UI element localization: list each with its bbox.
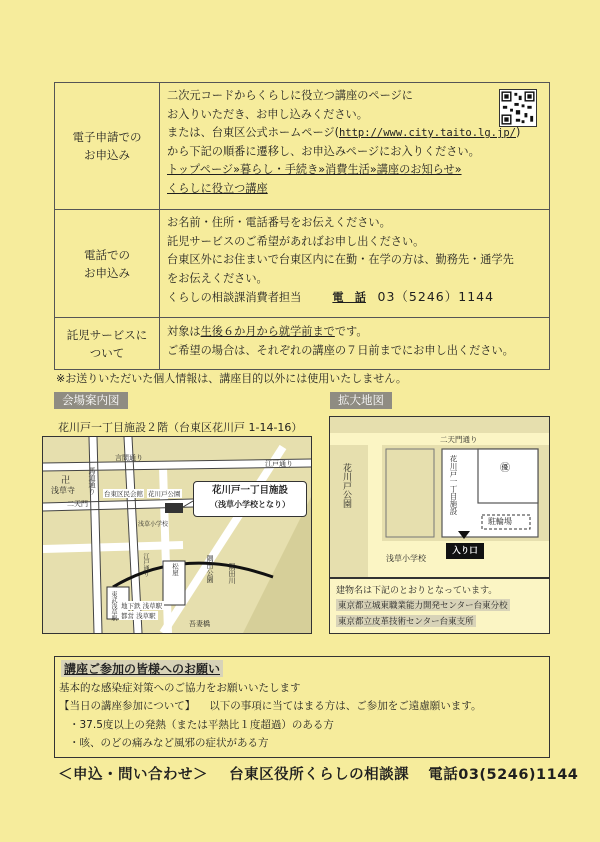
label-sumidagawa: 隅田川 — [228, 563, 236, 584]
venue-address: 花川戸一丁目施設２階（台東区花川戸 1-14-16） — [58, 421, 303, 434]
detail-map — [329, 416, 550, 578]
application-table — [54, 82, 550, 370]
footer-tel[interactable]: 電話03(5246)1144 — [428, 767, 579, 783]
venue-map-header: 会場案内図 — [54, 392, 128, 409]
childcare-line-1: 対象は生後６か月から就学前までです。 — [167, 325, 368, 338]
online-line-4: から下記の順番に遷移し、お申込みページにお入りください。 — [167, 144, 480, 158]
footer-label: ＜申込・問い合わせ＞ — [58, 767, 208, 783]
label-kuminkaikan: 台東区民会館 — [104, 490, 143, 498]
label-school: 浅草小学校 — [138, 521, 169, 528]
label-edo-street: 江戸通り — [265, 460, 293, 468]
label-umamichi: 馬道通り — [88, 467, 96, 495]
notice-line-1: 基本的な感染症対策へのご協力をお願いいたします — [59, 682, 301, 694]
notice-line-2: 【当日の講座参加について】 以下の事項に当てはまる方は、ご参加をご遠慮願います。 — [59, 700, 482, 712]
label-sumida-park: 隅田公園 — [206, 555, 214, 583]
venue-map — [42, 436, 312, 634]
footer-org: 台東区役所くらしの相談課 — [229, 767, 410, 783]
temple-icon: 卍 — [61, 476, 71, 486]
qr-code-icon[interactable] — [499, 89, 537, 127]
label-kototoi: 言問通り — [115, 454, 143, 462]
detail-map-header: 拡大地図 — [330, 392, 392, 409]
entrance-arrow-icon — [458, 531, 470, 539]
online-line-3: または、台東区公式ホームページ(http://www.city.taito.lg.jp/) — [167, 126, 521, 140]
label-sensoji: 浅草寺 — [51, 486, 75, 495]
label-nitenmon: 二天門 — [67, 500, 88, 508]
childcare-line-2: ご希望の場合は、それぞれの講座の７日前までにお申し出ください。 — [167, 343, 514, 357]
online-application-row — [55, 83, 549, 209]
label-toei: 都営 浅草駅 — [121, 612, 156, 620]
label-tobu: 東武浅草駅 — [110, 591, 117, 621]
label-hanakawado-park: 花川戸公園 — [148, 490, 181, 498]
city-website-link[interactable]: http://www.city.taito.lg.jp/ — [338, 127, 516, 140]
contact-department: くらしの相談課消費者担当 — [167, 291, 302, 305]
phone-line-2: 託児サービスのご希望があればお申し出ください。 — [167, 234, 425, 248]
tel-label: 電 話 — [332, 291, 366, 305]
building-name-2: 東京都立皮革技術センター台東支所 — [338, 617, 474, 627]
label-matsuya: 松屋 — [171, 563, 179, 576]
phone-line-3: 台東区外にお住まいで台東区内に在勤・在学の方は、勤務先・通学先 — [167, 253, 514, 267]
label-parking: 駐輪場 — [488, 517, 512, 526]
label-nitenmon-street: 二天門通り — [440, 435, 478, 444]
online-line-1: 二次元コードからくらしに役立つ講座のページに — [167, 89, 413, 102]
building-name-1: 東京都立城東職業能力開発センター台東分校 — [338, 601, 508, 611]
building-note-box — [329, 578, 550, 634]
label-edo-street-2: 江戸通り — [142, 553, 149, 577]
phone-line-4: をお伝えください。 — [167, 271, 268, 285]
label-school-detail: 浅草小学校 — [386, 554, 426, 563]
facility-callout: 花川戸一丁目施設 （浅草小学校となり） — [193, 481, 307, 517]
label-park: 花川戸公園 — [341, 463, 351, 508]
notice-title: 講座ご参加の皆様へのお願い — [61, 660, 223, 677]
privacy-note: ※お送りいただいた個人情報は、講座目的以外には使用いたしません。 — [56, 372, 407, 385]
navigation-path-1: トップページ»暮らし・手続き»消費生活»講座のお知らせ» — [167, 163, 462, 177]
childcare-row — [55, 317, 549, 370]
contact-footer — [58, 763, 578, 784]
notice-item-cold: ・咳、のどの痛みなど風邪の症状がある方 — [69, 737, 269, 749]
phone-application-header: 電話での お申込み — [55, 210, 160, 318]
phone-contact-line — [167, 288, 543, 308]
online-application-header: 電子申請での お申込み — [55, 83, 160, 209]
notice-item-fever: ・37.5度以上の発熱（または平熱比１度超過）のある方 — [69, 719, 334, 731]
building-note: 建物名は下記のとおりとなっています。 — [336, 586, 498, 596]
tel-number: 03（5246）1144 — [377, 289, 495, 305]
label-facility: 花川戸一丁目施設 — [449, 455, 458, 515]
phone-application-row — [55, 209, 549, 318]
label-subway: 地下鉄 浅草駅 — [121, 602, 163, 610]
phone-line-1: お名前・住所・電話番号をお伝えください。 — [167, 216, 391, 229]
online-line-2: お入りいただき、お申し込みください。 — [167, 107, 368, 121]
entrance-marker: 入り口 — [446, 543, 484, 559]
navigation-path-2: くらしに役立つ講座 — [167, 181, 268, 195]
childcare-header: 託児サービスに ついて — [55, 318, 160, 370]
label-azumabashi: 吾妻橋 — [189, 620, 210, 628]
police-icon: ㊝ — [500, 463, 510, 474]
participant-notice — [54, 656, 550, 758]
